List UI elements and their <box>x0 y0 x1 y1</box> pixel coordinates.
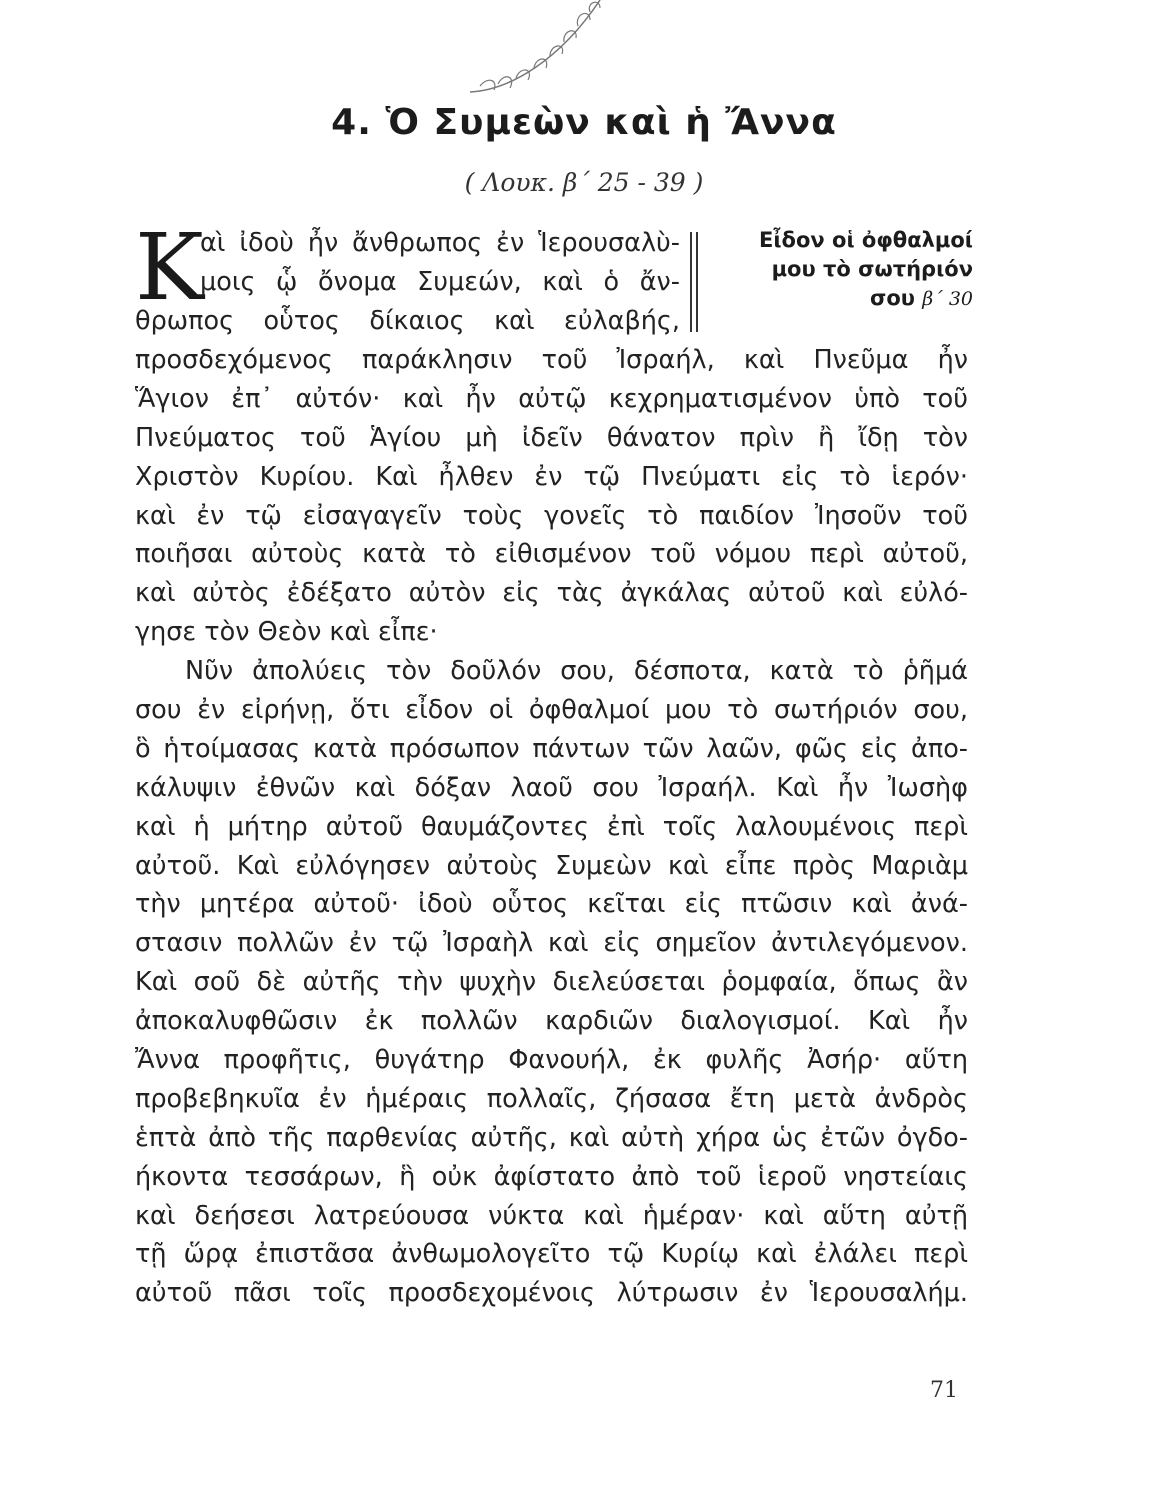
margin-note-line: σου <box>870 286 915 310</box>
margin-note-line: μου τὸ σωτήριόν <box>771 257 973 281</box>
text-line: στασιν πολλῶν ἐν τῷ Ἰσραὴλ καὶ εἰς σημεῖον ἀντιλεγόμενον. <box>135 928 968 959</box>
text-line: προβεβηκυῖα ἐν ἡμέραις πολλαῖς, ζήσασα ἔτη μετὰ ἀνδρὸς <box>135 1083 968 1114</box>
text-line: ὃ ἡτοίμασας κατὰ πρόσωπον πάντων τῶν λαῶν, φῶς εἰς ἀπο- <box>135 733 968 764</box>
text-line: προσδεχόμενος παράκλησιν τοῦ Ἰσραήλ, καὶ Πνεῦμα ἦν <box>135 345 968 375</box>
text-line: ήκοντα τεσσάρων, ἣ οὐκ ἀφίστατο ἀπὸ τοῦ ἱεροῦ νηστείαις <box>135 1161 968 1192</box>
text-line-third: θρωπος οὗτος δίκαιος καὶ εὐλαβής, <box>135 306 680 336</box>
margin-divider <box>690 232 698 332</box>
text-line: καὶ αὐτὸς ἐδέξατο αὐτὸν εἰς τὰς ἀγκάλας αὐτοῦ καὶ εὐλό- <box>135 578 968 609</box>
text-line: καὶ δεήσεσι λατρεύουσα νύκτα καὶ ἡμέραν· καὶ αὕτη αὐτῇ <box>135 1200 968 1231</box>
scripture-reference: ( Λουκ. β΄ 25 - 39 ) <box>464 168 704 197</box>
text-line: αὐτοῦ. Καὶ εὐλόγησεν αὐτοὺς Συμεὼν καὶ εἶπε πρὸς Μαριὰμ <box>135 850 968 881</box>
margin-note <box>708 226 973 314</box>
text-line: καὶ ἡ μήτηρ αὐτοῦ θαυμάζοντες ἐπὶ τοῖς λαλουμένοις περὶ <box>135 811 968 842</box>
text-line: τῇ ὥρᾳ ἐπιστᾶσα ἀνθωμολογεῖτο τῷ Κυρίῳ καὶ ἐλάλει περὶ <box>135 1239 968 1270</box>
text-line: σου ἐν εἰρήνῃ, ὅτι εἶδον οἱ ὀφθαλμοί μου τὸ σωτήριόν σου, <box>135 695 968 726</box>
text-line: ἀποκαλυφθῶσιν ἐκ πολλῶν καρδιῶν διαλογισμοί. Καὶ ἦν <box>135 1006 968 1037</box>
text-line: ποιῆσαι αὐτοὺς κατὰ τὸ εἰθισμένον τοῦ νόμου περὶ αὐτοῦ, <box>135 539 968 570</box>
text-line: καὶ ἐν τῷ εἰσαγαγεῖν τοὺς γονεῖς τὸ παιδίον Ἰησοῦν τοῦ <box>135 500 968 531</box>
drop-cap: Κ <box>135 214 204 321</box>
text-line: κάλυψιν ἐθνῶν καὶ δόξαν λαοῦ σου Ἰσραήλ. Καὶ ἦν Ἰωσὴφ <box>135 772 968 803</box>
chapter-title: 4. Ὁ Συμεὼν καὶ ἡ Ἄννα <box>331 102 837 143</box>
margin-note-ref: β΄ 30 <box>922 288 973 310</box>
text-line: Πνεύματος τοῦ Ἁγίου μὴ ἰδεῖν θάνατον πρὶν ἢ ἴδῃ τὸν <box>135 422 968 453</box>
text-line: Ἄννα προφῆτις, θυγάτηρ Φανουήλ, ἐκ φυλῆς Ἀσήρ· αὕτη <box>135 1045 968 1076</box>
page-number: 71 <box>930 1378 958 1403</box>
text-line: Καὶ σοῦ δὲ αὐτῆς τὴν ψυχὴν διελεύσεται ῥομφαία, ὅπως ἂν <box>135 967 968 998</box>
body-text <box>135 341 968 1313</box>
opening-lines <box>200 224 680 302</box>
text-line: τὴν μητέρα αὐτοῦ· ἰδοὺ οὗτος κεῖται εἰς πτῶσιν καὶ ἀνά- <box>135 889 968 920</box>
vine-ornament-icon <box>450 0 620 110</box>
margin-note-line: Εἶδον οἱ ὀφθαλμοί <box>759 228 973 252</box>
text-line: αὐτοῦ πᾶσι τοῖς προσδεχομένοις λύτρωσιν ἐν Ἱερουσαλήμ. <box>135 1278 968 1309</box>
text-line: Νῦν ἀπολύεις τὸν δοῦλόν σου, δέσποτα, κατὰ τὸ ῥῆμά <box>185 656 968 687</box>
text-line: αὶ ἰδοὺ ἦν ἄνθρωπος ἐν Ἱερουσαλὺ- <box>200 228 680 258</box>
text-line: ἑπτὰ ἀπὸ τῆς παρθενίας αὐτῆς, καὶ αὐτὴ χήρα ὡς ἐτῶν ὀγδο- <box>135 1122 968 1153</box>
text-line <box>135 302 680 341</box>
text-line: Ἅγιον ἐπ᾿ αὐτόν· καὶ ἦν αὐτῷ κεχρηματισμένον ὑπὸ τοῦ <box>135 383 968 414</box>
text-line: μοις ᾧ ὄνομα Συμεών, καὶ ὁ ἄν- <box>200 266 680 297</box>
text-line: γησε τὸν Θεὸν καὶ εἶπε· <box>135 617 438 648</box>
text-line: Χριστὸν Κυρίου. Καὶ ἦλθεν ἐν τῷ Πνεύματι εἰς τὸ ἱερόν· <box>135 461 968 492</box>
